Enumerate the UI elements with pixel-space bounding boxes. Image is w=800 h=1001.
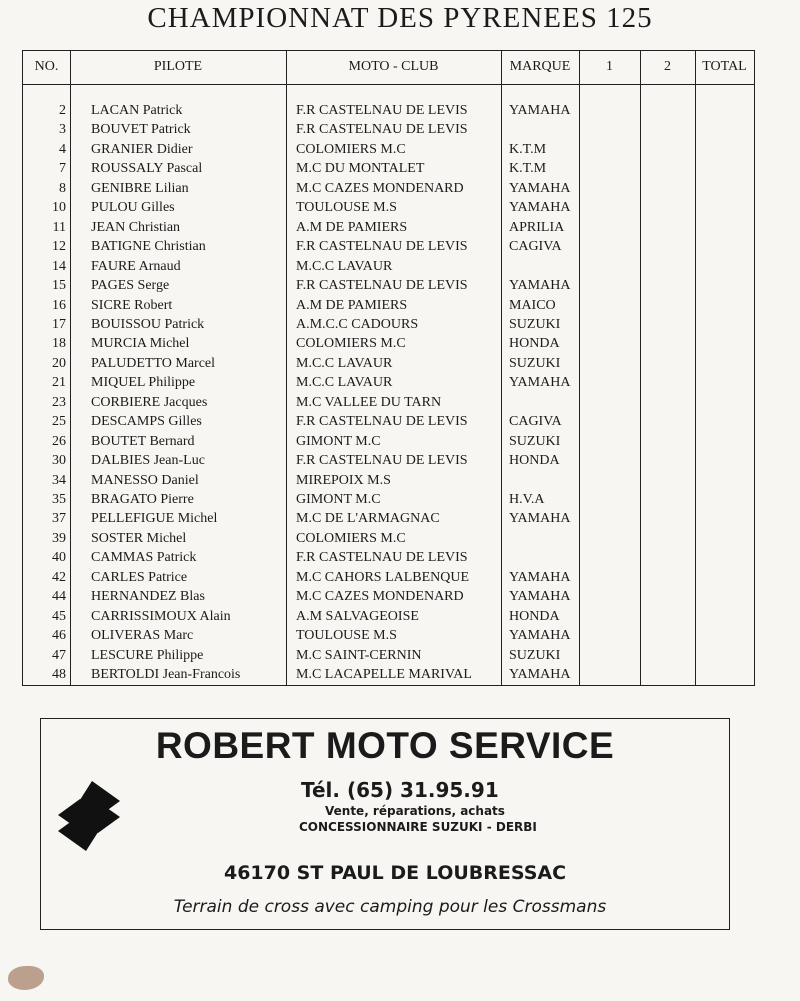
table-row [23,334,754,353]
rider-number: 10 [52,200,66,216]
rider-number: 2 [59,103,66,118]
ad-services: Vente, réparations, achats [325,804,505,818]
table-row [23,257,754,276]
moto-club: M.C DE L'ARMAGNAC [296,511,440,527]
ad-telephone: Tél. (65) 31.95.91 [301,778,499,802]
moto-club: GIMONT M.C [296,433,381,449]
brand: APRILIA [509,219,565,235]
rider-number: 18 [52,336,66,352]
rider-name: JEAN Christian [91,219,181,235]
paper-stain [8,966,44,990]
rider-name: LACAN Patrick [91,103,183,118]
results-table [22,50,755,686]
rider-name: CARRISSIMOUX Alain [91,608,231,624]
rider-number: 48 [52,667,66,683]
table-row [23,529,754,548]
rider-name: SOSTER Michel [91,530,187,546]
table-row [23,548,754,567]
rider-number: 21 [52,375,66,391]
rider-number: 26 [52,433,66,449]
table-row [23,159,754,178]
table-row [23,373,754,392]
rider-number: 25 [52,414,66,430]
header-divider [23,84,754,85]
rider-number: 42 [52,569,66,585]
moto-club: TOULOUSE M.S [296,200,397,216]
table-row [23,101,754,120]
table-row [23,140,754,159]
moto-club: COLOMIERS M.C [296,530,406,546]
rider-name: GENIBRE Lilian [91,180,189,196]
rider-number: 23 [52,394,66,410]
moto-club: F.R CASTELNAU DE LEVIS [296,414,468,430]
moto-club: M.C.C LAVAUR [296,258,393,274]
page-title: CHAMPIONNAT DES PYRENEES 125 [147,2,653,34]
moto-club: A.M SALVAGEOISE [296,608,419,624]
rider-number: 14 [52,258,66,274]
rider-name: MANESSO Daniel [91,472,199,488]
table-row [23,296,754,315]
rider-number: 3 [59,122,66,138]
brand: SUZUKI [509,647,561,663]
moto-club: MIREPOIX M.S [296,472,391,488]
brand: YAMAHA [509,200,571,216]
moto-club: COLOMIERS M.C [296,336,406,352]
moto-club: M.C.C LAVAUR [296,375,393,391]
table-row [23,471,754,490]
table-row [23,218,754,237]
brand: YAMAHA [509,569,571,585]
table-row [23,276,754,295]
table-row [23,315,754,334]
rider-number: 30 [52,453,66,469]
header-round-2: 2 [664,59,671,74]
moto-club: M.C CAZES MONDENARD [296,180,464,196]
moto-club: M.C.C LAVAUR [296,355,393,371]
moto-club: M.C LACAPELLE MARIVAL [296,667,472,683]
moto-club: COLOMIERS M.C [296,141,406,157]
rider-name: PELLEFIGUE Michel [91,511,218,527]
ad-business-name: ROBERT MOTO SERVICE [155,725,615,766]
rider-number: 44 [52,589,66,605]
table-row [23,179,754,198]
rider-number: 40 [52,550,66,566]
rider-name: MURCIA Michel [91,336,190,352]
table-row [23,490,754,509]
moto-club: M.C CAZES MONDENARD [296,589,464,605]
brand: K.T.M [509,161,547,177]
brand: SUZUKI [509,316,561,332]
moto-club: A.M.C.C CADOURS [296,316,419,332]
rider-name: OLIVERAS Marc [91,628,194,644]
rider-name: FAURE Arnaud [91,258,181,274]
rider-name: ROUSSALY Pascal [91,161,203,177]
table-row [23,646,754,665]
rider-name: PALUDETTO Marcel [91,355,216,371]
rider-name: MIQUEL Philippe [91,375,196,391]
table-row [23,568,754,587]
rider-name: LESCURE Philippe [91,647,204,663]
brand: YAMAHA [509,375,571,391]
rider-name: BOUVET Patrick [91,122,191,138]
rider-name: DALBIES Jean-Luc [91,453,205,469]
rider-name: CARLES Patrice [91,569,188,585]
table-row [23,412,754,431]
brand: K.T.M [509,141,547,157]
moto-club: F.R CASTELNAU DE LEVIS [296,239,468,255]
table-row [23,665,754,684]
brand: HONDA [509,608,560,624]
moto-club: M.C CAHORS LALBENQUE [296,569,470,585]
moto-club: M.C DU MONTALET [296,161,425,177]
moto-club: F.R CASTELNAU DE LEVIS [296,550,468,566]
rider-number: 11 [52,219,66,235]
rider-name: BRAGATO Pierre [91,492,194,507]
rider-number: 37 [52,511,66,527]
advertisement [40,718,730,930]
rider-number: 15 [52,278,66,294]
brand: YAMAHA [509,278,571,294]
ad-address: 46170 ST PAUL DE LOUBRESSAC [223,862,567,884]
rider-number: 4 [59,141,66,157]
header-moto-club: MOTO - CLUB [348,59,439,74]
ad-dealer-line: CONCESSIONNAIRE SUZUKI - DERBI [299,820,537,834]
brand: YAMAHA [509,103,571,118]
rider-name: PULOU Gilles [91,200,175,216]
table-row [23,626,754,645]
brand: CAGIVA [509,414,562,430]
brand: SUZUKI [509,355,561,371]
table-row [23,587,754,606]
rider-number: 45 [52,608,66,624]
rider-number: 8 [59,180,66,196]
rider-number: 47 [52,647,66,663]
moto-club: F.R CASTELNAU DE LEVIS [296,453,468,469]
brand: HONDA [509,453,560,469]
brand: YAMAHA [509,180,571,196]
header-no: NO. [34,59,59,74]
moto-club: TOULOUSE M.S [296,628,397,644]
rider-name: SICRE Robert [91,297,173,313]
rider-number: 35 [52,492,66,507]
table-row [23,509,754,528]
brand: YAMAHA [509,511,571,527]
table-row [23,393,754,412]
table-row [23,198,754,217]
moto-club: M.C VALLEE DU TARN [296,394,442,410]
header-pilote: PILOTE [153,59,203,74]
ad-tagline: Terrain de cross avec camping pour les Crossmans [173,897,607,917]
table-row [23,432,754,451]
moto-club: F.R CASTELNAU DE LEVIS [296,103,468,118]
header-round-1: 1 [606,59,613,74]
rider-name: DESCAMPS Gilles [91,414,202,430]
moto-club: A.M DE PAMIERS [296,219,408,235]
table-row [23,607,754,626]
header-total: TOTAL [702,59,747,74]
table-row [23,237,754,256]
moto-club: GIMONT M.C [296,492,381,507]
rider-name: CAMMAS Patrick [91,550,197,566]
rider-number: 34 [52,472,66,488]
rider-number: 16 [52,297,66,313]
rider-name: HERNANDEZ Blas [91,589,205,605]
rider-name: BERTOLDI Jean-Francois [91,667,241,683]
table-row [23,451,754,470]
brand: SUZUKI [509,433,561,449]
rider-number: 39 [52,530,66,546]
brand: HONDA [509,336,560,352]
brand: YAMAHA [509,628,571,644]
brand: CAGIVA [509,239,562,255]
brand: YAMAHA [509,667,571,683]
rider-name: BOUISSOU Patrick [91,316,205,332]
rider-name: BOUTET Bernard [91,433,195,449]
rider-number: 20 [52,355,66,371]
table-row [23,120,754,139]
table-row [23,354,754,373]
moto-club: F.R CASTELNAU DE LEVIS [296,122,468,138]
rider-name: PAGES Serge [91,278,170,294]
header-marque: MARQUE [509,59,571,74]
rider-name: GRANIER Didier [91,141,193,157]
moto-club: M.C SAINT-CERNIN [296,647,422,663]
brand: YAMAHA [509,589,571,605]
rider-name: CORBIERE Jacques [91,394,208,410]
rider-name: BATIGNE Christian [91,239,206,255]
moto-club: F.R CASTELNAU DE LEVIS [296,278,468,294]
brand: MAICO [509,297,556,313]
brand: H.V.A [509,492,545,507]
moto-club: A.M DE PAMIERS [296,297,408,313]
suzuki-s-logo-icon [54,779,124,853]
rider-number: 46 [52,628,66,644]
rider-number: 12 [52,239,66,255]
rider-number: 7 [59,161,66,177]
rider-number: 17 [52,316,66,332]
